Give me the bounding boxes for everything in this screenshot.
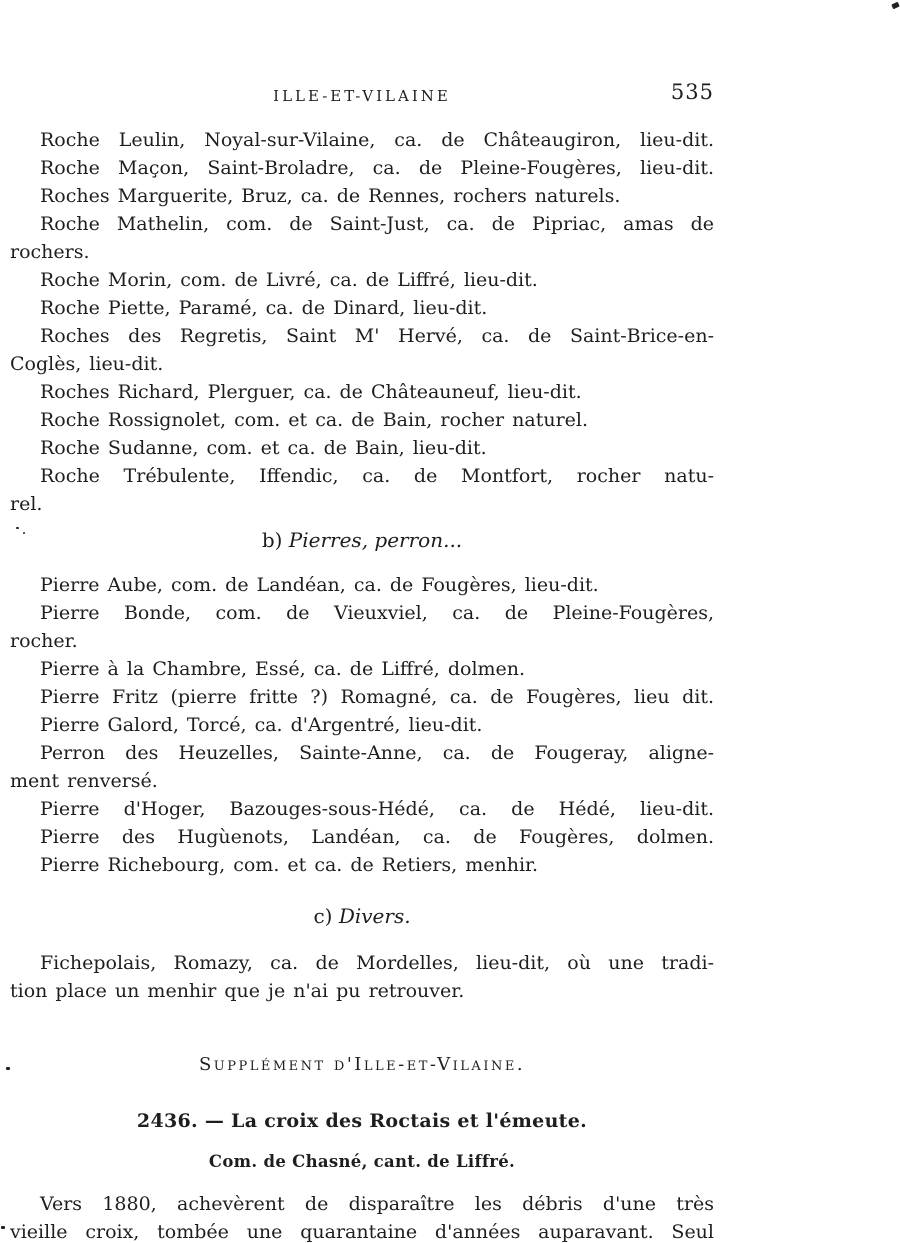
running-header-title: ILLE-ET-VILAINE: [273, 87, 451, 105]
section-final-paragraph: [10, 1190, 714, 1243]
heading-c: [10, 904, 714, 928]
text-line: Pierre Bonde, com. de Vieuxviel, ca. de Pleine-Fougères,: [40, 602, 714, 624]
text-line: vieille croix, tombée une quarantaine d'années auparavant. Seul: [10, 1221, 714, 1243]
text-line: Roche Mathelin, com. de Saint-Just, ca. de Pipriac, amas de: [40, 213, 714, 235]
heading-c-title: Divers.: [338, 904, 411, 928]
text-line: Roches des Regretis, Saint M' Hervé, ca. de Saint-Brice-en-: [40, 325, 714, 347]
text-line: Roche Morin, com. de Livré, ca. de Liffré, lieu-dit.: [40, 269, 538, 291]
heading-b: [10, 528, 714, 552]
text-line: Roches Marguerite, Bruz, ca. de Rennes, rochers naturels.: [40, 185, 621, 207]
text-line: rel.: [10, 493, 43, 515]
text-line: Roche Sudanne, com. et ca. de Bain, lieu-dit.: [40, 437, 487, 459]
text-line: Vers 1880, achevèrent de disparaître les débris d'une très: [40, 1193, 714, 1215]
heading-b-title: Pierres, perron...: [288, 528, 463, 552]
text-line: ment renversé.: [10, 770, 158, 792]
text-line: Perron des Heuzelles, Sainte-Anne, ca. de Fougeray, aligne-: [40, 742, 714, 764]
page-number: 535: [670, 80, 714, 104]
text-line: Pierre Galord, Torcé, ca. d'Argentré, lieu-dit.: [40, 714, 483, 736]
heading-c-prefix: c): [313, 904, 333, 928]
scan-artifact-margin-dot: [6, 1067, 10, 1070]
text-line: Pierre Richebourg, com. et ca. de Retiers, menhir.: [40, 854, 539, 876]
section-pierre-entries: [10, 571, 714, 879]
text-line: Pierre d'Hoger, Bazouges-sous-Hédé, ca. de Hédé, lieu-dit.: [40, 798, 714, 820]
entry-subheading: Com. de Chasné, cant. de Liffré.: [208, 1152, 516, 1171]
text-line: Pierre Aube, com. de Landéan, ca. de Fougères, lieu-dit.: [40, 574, 599, 596]
text-line: Fichepolais, Romazy, ca. de Mordelles, lieu-dit, où une tradi-: [40, 952, 714, 974]
text-line: Roche Rossignolet, com. et ca. de Bain, rocher naturel.: [40, 409, 589, 431]
entry-heading: 2436. — La croix des Roctais et l'émeute.: [136, 1110, 588, 1132]
text-line: Roche Piette, Paramé, ca. de Dinard, lieu-dit.: [40, 297, 488, 319]
running-header: [10, 80, 714, 110]
text-line: Pierre des Hugùenots, Landéan, ca. de Fougères, dolmen.: [40, 826, 714, 848]
text-line: Coglès, lieu-dit.: [10, 353, 164, 375]
text-line: Roche Leulin, Noyal-sur-Vilaine, ca. de Châteaugiron, lieu-dit.: [40, 129, 714, 151]
section-divers-entries: [10, 949, 714, 1005]
text-line: tion place un menhir que je n'ai pu retrouver.: [10, 980, 465, 1002]
text-line: Roche Trébulente, Iffendic, ca. de Montfort, rocher natu-: [40, 465, 714, 487]
heading-b-prefix: b): [261, 528, 283, 552]
text-line: Roches Richard, Plerguer, ca. de Châteauneuf, lieu-dit.: [40, 381, 582, 403]
text-line: rochers.: [10, 241, 90, 263]
scan-artifact-margin-dot: [23, 532, 25, 534]
section-roche-entries: [10, 126, 714, 518]
text-line: Pierre à la Chambre, Essé, ca. de Liffré, dolmen.: [40, 658, 526, 680]
text-line: Pierre Fritz (pierre fritte ?) Romagné, ca. de Fougères, lieu dit.: [40, 686, 714, 708]
supplement-heading: Supplément d'Ille-et-Vilaine.: [198, 1054, 526, 1075]
scan-artifact-margin-dot: [16, 527, 19, 529]
scan-artifact-corner: [891, 2, 899, 9]
scan-artifact-margin-dot: [1, 1226, 5, 1229]
text-line: rocher.: [10, 630, 78, 652]
text-line: Roche Maçon, Saint-Broladre, ca. de Pleine-Fougères, lieu-dit.: [40, 157, 714, 179]
